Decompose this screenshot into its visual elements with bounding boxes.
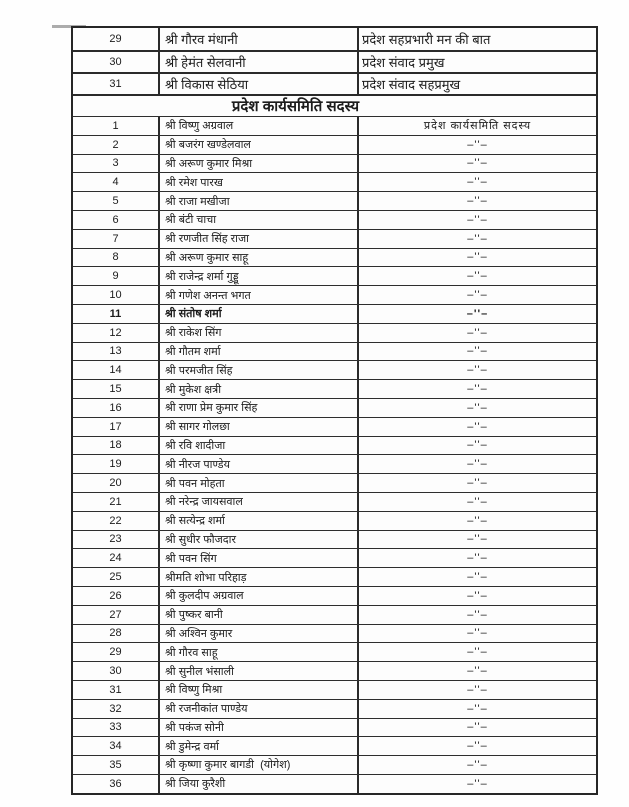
serial-number-cell: 32 (73, 700, 160, 718)
member-name-cell: श्री मुकेश क्षत्री (160, 380, 359, 398)
member-name-cell: श्री अश्विन कुमार (160, 625, 359, 643)
designation-cell: –''– (467, 439, 488, 452)
serial-number-cell: 21 (73, 493, 160, 511)
designation-cell: –''– (467, 758, 488, 771)
designation-cell: –''– (467, 477, 488, 490)
office-bearers-section (73, 28, 596, 94)
serial-number-cell: 28 (73, 625, 160, 643)
serial-number-cell: 1 (73, 117, 160, 135)
serial-number-cell: 14 (73, 361, 160, 379)
table-row (73, 755, 596, 774)
designation-cell: प्रदेश संवाद सहप्रमुख (362, 77, 461, 92)
table-row (73, 567, 596, 586)
table-row (73, 285, 596, 304)
serial-number-cell: 12 (73, 324, 160, 342)
member-name-cell: श्री राजा मखीजा (160, 192, 359, 210)
designation-cell: प्रदेश संवाद प्रमुख (362, 55, 445, 70)
table-row (73, 718, 596, 737)
designation-cell: –''– (467, 401, 488, 414)
member-name-cell: श्री गणेश अनन्त भगत (160, 286, 359, 304)
designation-cell: –''– (467, 364, 488, 377)
designation-cell: –''– (467, 495, 488, 508)
table-row (73, 191, 596, 210)
serial-number-cell: 19 (73, 455, 160, 473)
table-row (73, 379, 596, 398)
table-row (73, 342, 596, 361)
member-name-cell: श्री राणा प्रेम कुमार सिंह (160, 399, 359, 417)
serial-number-cell: 27 (73, 606, 160, 624)
table-row (73, 398, 596, 417)
member-name-cell: श्री हेमंत सेलवानी (160, 52, 359, 72)
serial-number-cell: 13 (73, 343, 160, 361)
serial-number-cell: 18 (73, 437, 160, 455)
table-row (73, 661, 596, 680)
serial-number-cell: 2 (73, 136, 160, 154)
table-row (73, 473, 596, 492)
member-name-cell: श्री डुमेन्द्र वर्मा (160, 737, 359, 755)
serial-number-cell: 23 (73, 531, 160, 549)
designation-cell: प्रदेश सहप्रभारी मन की बात (362, 32, 491, 47)
member-name-cell: श्री बजरंग खण्डेलवाल (160, 136, 359, 154)
serial-number-cell: 35 (73, 756, 160, 774)
member-name-cell: श्री विकास सेठिया (160, 74, 359, 94)
table-row (73, 323, 596, 342)
designation-cell: –''– (467, 777, 488, 790)
member-name-cell: श्री रवि शादीजा (160, 437, 359, 455)
designation-cell: प्रदेश कार्यसमिति सदस्य (423, 120, 532, 133)
member-name-cell: श्री विष्णु मिश्रा (160, 681, 359, 699)
section-header: प्रदेश कार्यसमिति सदस्य (73, 94, 596, 116)
serial-number-cell: 22 (73, 512, 160, 530)
designation-cell: –''– (467, 289, 488, 302)
designation-cell: –''– (467, 589, 488, 602)
member-name-cell: श्री बंटी चाचा (160, 211, 359, 229)
table-row (73, 72, 596, 94)
member-name-cell: श्री रमेश पारख (160, 173, 359, 191)
designation-cell: –''– (467, 232, 488, 245)
member-name-cell: श्री सत्येन्द्र शर्मा (160, 512, 359, 530)
table-row (73, 116, 596, 135)
designation-cell: –''– (467, 571, 488, 584)
member-name-cell: श्री विष्णु अग्रवाल (160, 117, 359, 135)
table-row (73, 530, 596, 549)
serial-number-cell: 29 (73, 28, 160, 50)
serial-number-cell: 17 (73, 418, 160, 436)
member-name-cell: श्री सागर गोलछा (160, 418, 359, 436)
serial-number-cell: 31 (73, 74, 160, 94)
serial-number-cell: 11 (73, 305, 160, 323)
serial-number-cell: 30 (73, 662, 160, 680)
table-row (73, 680, 596, 699)
table-row (73, 642, 596, 661)
member-name-cell: श्री पकंज सोनी (160, 719, 359, 737)
serial-number-cell: 5 (73, 192, 160, 210)
serial-number-cell: 31 (73, 681, 160, 699)
table-row (73, 210, 596, 229)
designation-cell: –''– (467, 458, 488, 471)
member-name-cell: श्री सुनील भंसाली (160, 662, 359, 680)
serial-number-cell: 9 (73, 267, 160, 285)
serial-number-cell: 29 (73, 643, 160, 661)
member-name-cell: श्री गौरव साहू (160, 643, 359, 661)
designation-cell: –''– (467, 251, 488, 264)
designation-cell: –''– (467, 533, 488, 546)
member-name-cell: श्री अरूण कुमार मिश्रा (160, 155, 359, 173)
designation-cell: –''– (467, 702, 488, 715)
member-name-cell: श्री रणजीत सिंह राजा (160, 230, 359, 248)
serial-number-cell: 20 (73, 474, 160, 492)
table-row (73, 172, 596, 191)
designation-cell: –''– (467, 176, 488, 189)
member-name-cell: श्री गौरव मंधानी (160, 28, 359, 50)
designation-cell: –''– (467, 683, 488, 696)
serial-number-cell: 4 (73, 173, 160, 191)
serial-number-cell: 33 (73, 719, 160, 737)
designation-cell: –''– (467, 665, 488, 677)
serial-number-cell: 8 (73, 249, 160, 267)
serial-number-cell: 36 (73, 775, 160, 793)
member-name-cell: श्री जिया कुरैशी (160, 775, 359, 793)
table-row (73, 624, 596, 643)
designation-cell: –''– (467, 270, 488, 283)
designation-cell: –''– (467, 627, 488, 640)
working-committee-members-section (73, 116, 596, 793)
table-row (73, 548, 596, 567)
table-row (73, 229, 596, 248)
member-name-cell: श्रीमति शोभा परिहाड़ (160, 568, 359, 586)
member-name-cell: श्री पवन सिंग (160, 549, 359, 567)
member-name-cell: श्री नीरज पाण्डेय (160, 455, 359, 473)
table-row (73, 736, 596, 755)
members-table (71, 26, 598, 795)
table-row (73, 511, 596, 530)
member-name-cell: श्री नरेन्द्र जायसवाल (160, 493, 359, 511)
designation-cell: –''– (467, 383, 488, 396)
designation-cell: –''– (467, 195, 488, 208)
designation-cell: –''– (467, 157, 488, 170)
serial-number-cell: 24 (73, 549, 160, 567)
designation-cell: –''– (467, 345, 488, 358)
serial-number-cell: 7 (73, 230, 160, 248)
serial-number-cell: 10 (73, 286, 160, 304)
designation-cell: –''– (466, 307, 489, 320)
table-row (73, 774, 596, 793)
member-name-cell: श्री कृष्णा कुमार बागडी (योगेश) (160, 756, 359, 774)
table-row (73, 436, 596, 455)
designation-cell: –''– (467, 721, 488, 734)
serial-number-cell: 30 (73, 52, 160, 72)
member-name-cell: श्री कुलदीप अग्रवाल (160, 587, 359, 605)
designation-cell: –''– (467, 740, 488, 753)
serial-number-cell: 34 (73, 737, 160, 755)
member-name-cell: श्री अरूण कुमार साहू (160, 249, 359, 267)
serial-number-cell: 15 (73, 380, 160, 398)
table-row (73, 266, 596, 285)
table-row (73, 492, 596, 511)
serial-number-cell: 26 (73, 587, 160, 605)
serial-number-cell: 25 (73, 568, 160, 586)
serial-number-cell: 6 (73, 211, 160, 229)
designation-cell: –''– (467, 326, 488, 339)
member-name-cell: श्री सुधीर फौजदार (160, 531, 359, 549)
table-row (73, 605, 596, 624)
table-row (73, 417, 596, 436)
member-name-cell: श्री गौतम शर्मा (160, 343, 359, 361)
table-row (73, 454, 596, 473)
table-row (73, 50, 596, 72)
member-name-cell: श्री संतोष शर्मा (160, 305, 359, 323)
table-row (73, 154, 596, 173)
serial-number-cell: 3 (73, 155, 160, 173)
designation-cell: –''– (467, 138, 488, 151)
table-row (73, 699, 596, 718)
table-row (73, 28, 596, 50)
table-row (73, 586, 596, 605)
member-name-cell: श्री पुष्कर बानी (160, 606, 359, 624)
designation-cell: –''– (467, 514, 488, 527)
designation-cell: –''– (467, 420, 488, 433)
serial-number-cell: 16 (73, 399, 160, 417)
table-row (73, 304, 596, 323)
member-name-cell: श्री राजेन्द्र शर्मा गुड्डू (160, 267, 359, 285)
table-row (73, 135, 596, 154)
designation-cell: –''– (467, 608, 488, 621)
member-name-cell: श्री रजनीकांत पाण्डेय (160, 700, 359, 718)
designation-cell: –''– (467, 646, 488, 659)
member-name-cell: श्री परमजीत सिंह (160, 361, 359, 379)
table-row (73, 360, 596, 379)
designation-cell: –''– (467, 213, 488, 226)
table-row (73, 248, 596, 267)
member-name-cell: श्री राकेश सिंग (160, 324, 359, 342)
member-name-cell: श्री पवन मोहता (160, 474, 359, 492)
designation-cell: –''– (467, 552, 488, 565)
